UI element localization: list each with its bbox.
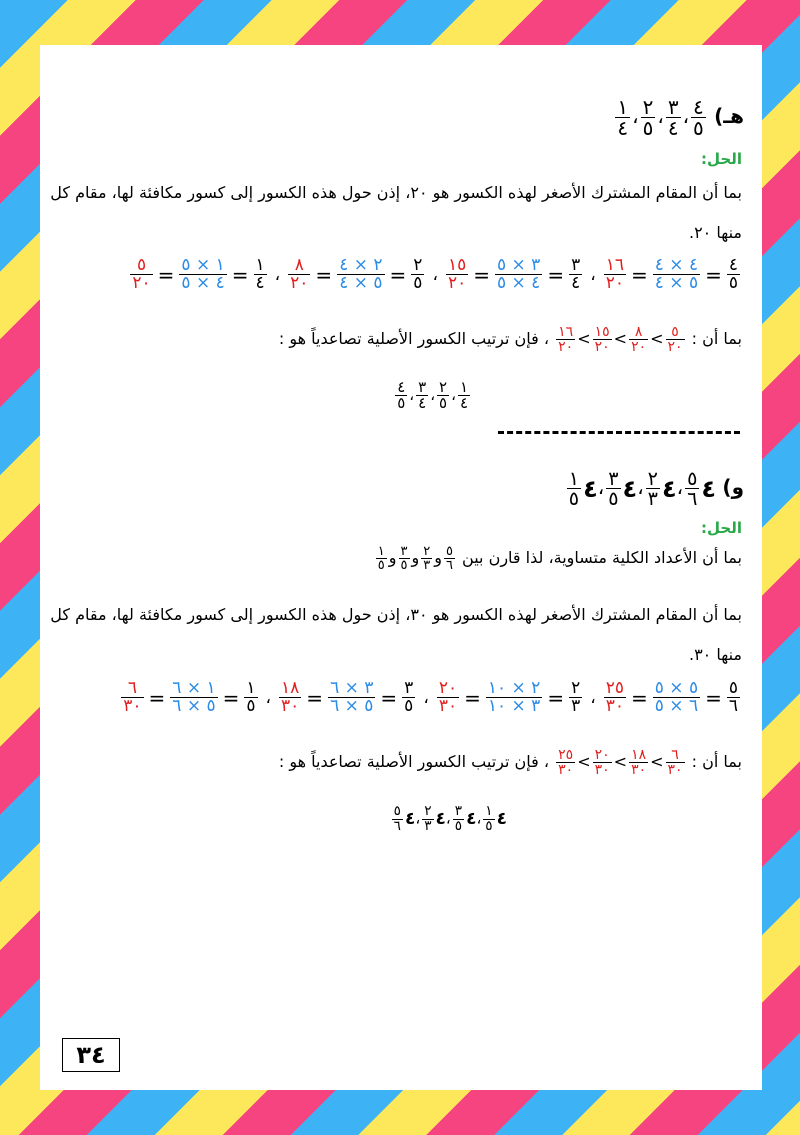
whole-part: ٤ — [701, 474, 717, 503]
symbol: ، — [415, 809, 421, 828]
denominator: ٢٠ — [558, 339, 574, 355]
denominator: ٥ × ٦ — [172, 696, 216, 716]
mixed-number — [644, 467, 677, 511]
fraction — [604, 680, 626, 715]
denominator: ٤ × ٥ — [181, 273, 225, 293]
numerator: ٢ — [413, 255, 423, 275]
symbol: > — [577, 329, 591, 348]
numerator: ٣ — [400, 544, 408, 559]
symbol: = — [222, 685, 240, 710]
numerator: ١٨ — [281, 678, 300, 698]
symbol: ، — [432, 264, 438, 285]
answer-mixed-numbers — [390, 805, 507, 833]
fraction — [486, 680, 542, 715]
symbol: ، — [637, 475, 644, 500]
numerator: ٢ — [439, 378, 448, 396]
and-word: و — [434, 548, 442, 567]
numerator: ٣ × ٥ — [496, 255, 541, 275]
numerator: ٢ × ٤ — [339, 255, 383, 275]
whole-part: ٤ — [466, 809, 477, 830]
fraction — [421, 545, 432, 572]
fraction — [615, 97, 630, 138]
denominator: ٣ — [571, 696, 581, 716]
fraction — [328, 680, 375, 715]
numerator: ١ × ٥ — [181, 255, 225, 275]
mixed-number — [683, 467, 717, 511]
fraction — [727, 680, 740, 715]
fraction — [402, 680, 415, 715]
fraction — [727, 257, 740, 292]
question-w-header — [565, 467, 744, 511]
numerator: ١٨ — [631, 747, 647, 763]
symbol: = — [464, 685, 481, 710]
symbol: ، — [274, 264, 281, 285]
fraction — [666, 325, 685, 354]
fraction — [691, 97, 706, 138]
numerator: ٢٥ — [605, 678, 624, 698]
denominator: ٦ — [687, 487, 698, 511]
compare-fractions — [374, 544, 457, 573]
symbol: ، — [632, 104, 639, 128]
fraction — [399, 545, 410, 572]
numerator: ٥ — [136, 255, 147, 275]
fraction — [569, 257, 582, 292]
fraction — [288, 257, 310, 292]
numerator: ٣ — [418, 378, 427, 396]
symbol: ، — [445, 809, 451, 828]
fraction — [244, 680, 257, 715]
symbol: ، — [451, 386, 456, 404]
symbol: = — [630, 262, 648, 287]
fraction — [395, 380, 407, 411]
numerator: ٤ — [397, 378, 406, 396]
whole-part: ٤ — [583, 474, 598, 503]
numerator: ٢٠ — [438, 678, 458, 698]
numerator: ٥ — [445, 544, 453, 559]
numerator: ٣ — [404, 678, 414, 698]
numerator: ١٥ — [594, 324, 610, 340]
denominator: ٥ — [728, 273, 738, 293]
since-text: بما أن : — [691, 752, 742, 771]
denominator: ٥ — [568, 487, 580, 511]
conversion-line — [128, 257, 742, 292]
denominator: ٥ — [397, 394, 406, 412]
fraction — [653, 680, 700, 715]
numerator: ٣ — [454, 803, 463, 819]
numerator: ٤ — [728, 255, 738, 275]
numerator: ٢ — [423, 544, 431, 559]
denominator: ٣٠ — [123, 696, 142, 716]
fraction — [666, 748, 685, 777]
denominator: ٥ — [404, 696, 414, 716]
solution-label: الحل: — [701, 519, 742, 537]
numerator: ٣ — [608, 467, 619, 490]
numerator: ١٥ — [447, 255, 467, 275]
denominator: ٢٠ — [631, 339, 647, 355]
symbol: > — [650, 329, 664, 348]
denominator: ٦ — [728, 696, 738, 716]
fraction — [483, 805, 494, 833]
question-h-header — [613, 97, 744, 138]
fraction — [130, 257, 152, 292]
denominator: ٤ — [418, 394, 427, 412]
numerator: ٨ — [294, 255, 304, 275]
denominator: ٥ — [246, 696, 256, 716]
fraction — [629, 325, 648, 354]
denominator: ٢٠ — [667, 339, 683, 355]
denominator: ٣ — [647, 487, 658, 511]
question-label: هـ) — [714, 104, 744, 128]
numerator: ٣ × ٦ — [330, 678, 374, 698]
numerator: ٢ — [424, 803, 432, 819]
mixed-number — [565, 467, 598, 511]
compare-statement — [374, 545, 742, 572]
order-tail-text: ، فإن ترتيب الكسور الأصلية تصاعدياً هو : — [278, 752, 550, 771]
denominator: ٦ — [393, 817, 401, 834]
symbol: ، — [476, 809, 482, 828]
whole-part: ٤ — [661, 474, 677, 503]
symbol: = — [148, 685, 166, 710]
fraction — [337, 257, 384, 292]
denominator: ٥ — [485, 817, 493, 834]
denominator: ٥ — [439, 394, 448, 412]
mixed-number — [451, 805, 477, 833]
fraction — [392, 805, 403, 833]
fraction — [685, 467, 699, 511]
numerator: ١ — [377, 544, 385, 559]
fraction — [604, 257, 626, 292]
symbol: = — [705, 262, 722, 287]
numerator: ٥ — [687, 467, 698, 490]
numerator: ٢ × ١٠ — [487, 678, 541, 698]
worksheet-page — [40, 45, 762, 1090]
order-statement — [279, 748, 742, 777]
denominator: ٣٠ — [438, 696, 458, 716]
fraction — [646, 467, 660, 511]
whole-part: ٤ — [435, 809, 446, 830]
denominator: ٢٠ — [447, 273, 467, 293]
symbol: = — [473, 262, 490, 287]
denominator: ٤ × ٥ — [496, 273, 541, 293]
denominator: ٢٠ — [605, 273, 624, 293]
fraction — [121, 680, 143, 715]
symbol: = — [380, 685, 398, 710]
fraction — [666, 97, 681, 138]
symbol: ، — [682, 104, 690, 128]
denominator: ٥ — [413, 273, 423, 293]
whole-part: ٤ — [622, 474, 638, 503]
symbol: = — [315, 262, 333, 287]
symbol: = — [389, 262, 407, 287]
numerator: ٣ — [667, 95, 679, 119]
numerator: ٣ — [571, 255, 581, 275]
denominator: ٦ — [445, 558, 453, 573]
mixed-number — [481, 805, 507, 833]
fraction — [416, 380, 428, 411]
order-tail-text: ، فإن ترتيب الكسور الأصلية تصاعدياً هو : — [278, 329, 550, 348]
denominator: ٤ — [571, 273, 581, 293]
denominator: ٣٠ — [594, 762, 610, 778]
fraction — [254, 257, 267, 292]
whole-part: ٤ — [404, 809, 416, 830]
numerator: ١ — [485, 803, 493, 819]
numerator: ١ — [246, 678, 256, 698]
denominator: ٥ × ٤ — [339, 273, 383, 293]
symbol: ، — [676, 475, 684, 500]
denominator: ٥ — [693, 116, 704, 140]
denominator: ٤ — [255, 273, 265, 293]
symbol: = — [547, 685, 565, 710]
numerator: ٦ — [671, 747, 679, 763]
symbol: ، — [590, 264, 596, 285]
symbol: > — [650, 752, 664, 771]
fraction — [653, 257, 700, 292]
fraction — [569, 680, 582, 715]
fraction — [170, 680, 217, 715]
denominator: ٣٠ — [558, 762, 574, 778]
fraction — [556, 325, 575, 354]
answer-fractions — [393, 380, 472, 411]
numerator: ٥ — [671, 324, 679, 340]
denominator: ٣٠ — [631, 762, 647, 778]
symbol: ، — [590, 687, 596, 708]
order-statement — [279, 325, 742, 354]
fraction — [179, 257, 226, 292]
denominator: ٣ × ١٠ — [487, 696, 541, 716]
symbol: ، — [597, 475, 605, 500]
section-divider — [498, 431, 740, 434]
fraction — [556, 748, 575, 777]
symbol: = — [231, 262, 249, 287]
symbol: > — [613, 752, 628, 771]
symbol: > — [613, 329, 628, 348]
mixed-number — [420, 805, 446, 833]
solution-label: الحل: — [701, 150, 742, 168]
question-fractions — [613, 95, 707, 140]
numerator: ١ — [568, 467, 580, 490]
numerator: ١٦ — [558, 324, 574, 340]
solution-paragraph: بما أن المقام المشترك الأصغر لهذه الكسور هو ٣٠، إذن حول هذه الكسور إلى كسور مكافئة لها، مقام كل منها ٣٠. — [50, 605, 742, 664]
fraction — [437, 380, 449, 411]
denominator: ٣٠ — [667, 762, 683, 778]
fraction — [279, 680, 301, 715]
denominator: ٢٠ — [132, 273, 151, 293]
fraction — [376, 545, 387, 572]
symbol: = — [630, 685, 648, 710]
numerator: ١ × ٦ — [172, 678, 216, 698]
numerator: ٢ — [642, 95, 654, 119]
since-text: بما أن : — [691, 329, 742, 348]
page-number: ٣٤ — [62, 1038, 120, 1072]
and-word: و — [411, 548, 420, 567]
denominator: ٥ — [400, 558, 408, 573]
fraction — [567, 467, 581, 511]
numerator: ٥ × ٥ — [654, 678, 699, 698]
fraction — [641, 97, 656, 138]
denominator: ٥ — [608, 487, 619, 511]
question-label: و) — [722, 475, 744, 500]
denominator: ٣٠ — [281, 696, 300, 716]
denominator: ٤ — [459, 394, 468, 412]
numerator: ٦ — [127, 678, 137, 698]
symbol: = — [705, 685, 722, 710]
denominator: ٦ × ٥ — [654, 696, 699, 716]
and-word: و — [388, 548, 397, 567]
symbol: ، — [265, 687, 272, 708]
fraction — [629, 748, 648, 777]
denominator: ٤ — [667, 116, 679, 140]
fraction — [593, 748, 612, 777]
denominator: ٤ — [617, 116, 629, 140]
denominator: ٥ — [454, 817, 463, 834]
denominator: ٣ — [423, 558, 431, 573]
denominator: ٢٠ — [594, 339, 610, 355]
symbol: > — [577, 752, 591, 771]
symbol: = — [157, 262, 175, 287]
fraction — [453, 805, 464, 833]
numerator: ٢ — [571, 678, 581, 698]
symbol: ، — [430, 386, 436, 404]
fraction — [606, 467, 620, 511]
symbol: ، — [423, 687, 429, 708]
fraction — [411, 257, 424, 292]
numerator: ٥ — [393, 803, 401, 819]
denominator: ٥ × ٤ — [654, 273, 699, 293]
whole-part: ٤ — [496, 809, 507, 830]
numerator: ١٦ — [605, 255, 624, 275]
fraction — [422, 805, 433, 833]
numerator: ٥ — [728, 678, 738, 698]
numerator: ٤ × ٤ — [654, 255, 699, 275]
symbol: = — [547, 262, 565, 287]
numerator: ١ — [459, 378, 468, 396]
mixed-number — [604, 467, 638, 511]
fraction — [458, 380, 470, 411]
numerator: ٢ — [647, 467, 658, 490]
question-mixed-numbers — [565, 467, 717, 511]
fraction — [593, 325, 612, 354]
denominator: ٥ — [377, 558, 385, 573]
compare-text: بما أن الأعداد الكلية متساوية، لذا قارن بين — [462, 548, 742, 567]
mixed-number — [390, 805, 416, 833]
symbol: = — [306, 685, 324, 710]
denominator: ٥ — [642, 116, 654, 140]
conversion-line — [119, 680, 742, 715]
numerator: ١ — [617, 95, 629, 119]
numerator: ١ — [255, 255, 265, 275]
denominator: ٣ — [424, 817, 432, 834]
fraction — [446, 257, 468, 292]
ordered-fractions — [554, 324, 686, 355]
ordered-fractions — [554, 747, 686, 778]
symbol: ، — [409, 386, 415, 404]
denominator: ٣٠ — [605, 696, 624, 716]
fraction — [444, 545, 455, 572]
symbol: ، — [657, 104, 664, 128]
denominator: ٥ × ٦ — [330, 696, 374, 716]
denominator: ٢٠ — [290, 273, 309, 293]
numerator: ٤ — [693, 95, 704, 119]
numerator: ٢٥ — [558, 747, 574, 763]
fraction — [437, 680, 459, 715]
numerator: ٢٠ — [594, 747, 610, 763]
fraction — [495, 257, 542, 292]
solution-paragraph: بما أن المقام المشترك الأصغر لهذه الكسور هو ٢٠، إذن حول هذه الكسور إلى كسور مكافئة لها، مقام كل منها ٢٠. — [50, 183, 742, 242]
numerator: ٨ — [634, 324, 643, 340]
